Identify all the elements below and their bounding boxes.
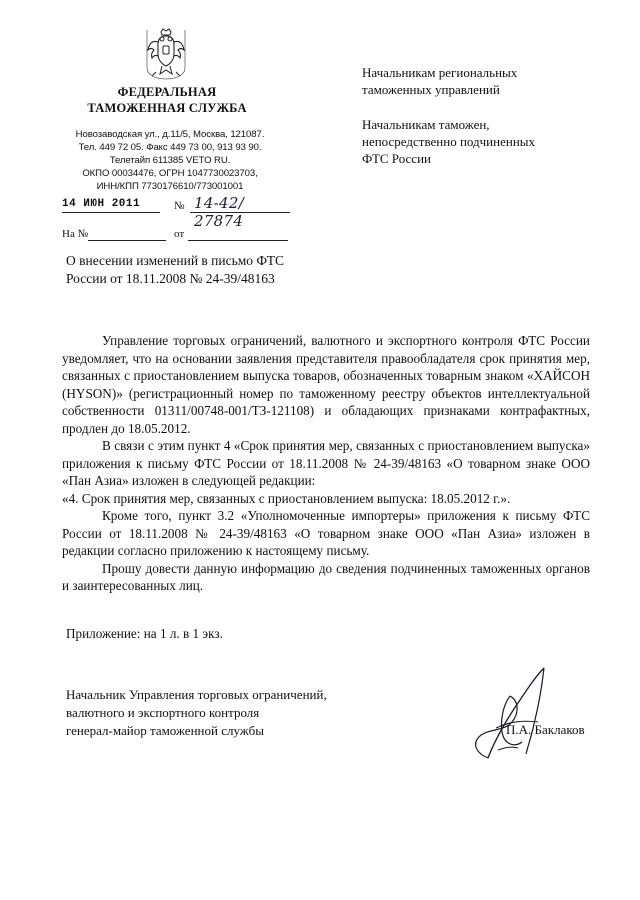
handwritten-signature-icon [448,662,568,768]
signer-name: П.А. Баклаков [506,722,585,737]
addressee-line: таможенных управлений [362,82,500,97]
addressee-line: Начальникам таможен, [362,117,490,132]
outgoing-registration [62,194,292,230]
letter-body [62,332,590,595]
contact-phone-fax: Тел. 449 72 05. Факс 449 73 00, 913 93 90. [78,142,262,153]
incoming-date-underline [188,240,288,241]
contact-inn-kpp: ИНН/КПП 7730176610/773001001 [96,181,244,192]
organization-contacts [60,128,280,193]
contact-teletype: Телетайп 611385 VETO RU. [109,155,231,166]
addressee-group-customs [362,116,612,167]
body-paragraph-4: Кроме того, пункт 3.2 «Уполномоченные импортеры» приложения к письму ФТС России от 18.11.2008 № 24-39/48163 «О товарном знаке ООО «Пан Азиа» изложен в редакции согласно приложению к настоящему письму. [62,508,590,558]
signer-title-line: валютного и экспортного контроля [66,705,260,720]
organization-name-line2: ТАМОЖЕННАЯ СЛУЖБА [87,101,247,115]
subject-line: О внесении изменений в письмо ФТС [66,253,285,268]
incoming-number-underline [88,240,166,241]
attachment-note: Приложение: на 1 л. в 1 экз. [66,626,223,641]
number-label: № [174,200,185,212]
body-paragraph-5: Прошу довести данную информацию до сведения подчиненных таможенных органов и заинтересованных лиц. [62,560,590,593]
incoming-reference [62,226,292,244]
addressees [362,64,612,185]
contact-address: Новозаводская ул., д.11/5, Москва, 121087. [75,129,265,140]
organization-name-line1: ФЕДЕРАЛЬНАЯ [117,85,217,99]
body-paragraph-1: Управление торговых ограничений, валютного и экспортного контроля ФТС России уведомляет, что на основании заявления представителя правообладателя срок принятия мер, связанных с приостановлением выпуска товаров, обозначенных товарным знаком «ХАЙСОН (HYSON)» (регистрационный номер по таможенному реестру объектов интеллектуальной собственности 01311/00748-001/ТЗ-121108) и обладающих признаками контрафактных, продлен до 18.05.2012. [62,333,590,436]
signer-title-line: Начальник Управления торговых ограничений, [66,687,327,702]
incoming-number-label: На № [62,228,89,240]
outgoing-number: 14-42/ 27874 [194,194,245,230]
letter-subject [66,252,366,288]
incoming-date-label: от [174,228,185,240]
outgoing-date: 14 ИЮН 2011 [62,198,141,210]
signer-title [66,686,396,740]
contact-okpo-ogrn: ОКПО 00034476, ОГРН 1047730023703, [82,168,258,179]
addressee-group-regional [362,64,612,98]
addressee-line: непосредственно подчиненных [362,134,536,149]
body-paragraph-3: «4. Срок принятия мер, связанных с приостановлением выпуска: 18.05.2012 г.». [62,490,511,506]
date-underline [62,212,160,213]
addressee-line: Начальникам региональных [362,65,518,80]
organization-name [60,84,274,116]
coat-of-arms-icon [146,28,186,80]
addressee-line: ФТС России [362,151,431,166]
body-paragraph-2: В связи с этим пункт 4 «Срок принятия мер, связанных с приостановлением выпуска» приложения к письму ФТС России от 18.11.2008 № 24-39/48163 «О товарном знаке ООО «Пан Азиа» изложен в следующей редакции: [62,438,590,488]
signer-title-line: генерал-майор таможенной службы [66,723,264,738]
subject-line: России от 18.11.2008 № 24-39/48163 [66,271,275,286]
